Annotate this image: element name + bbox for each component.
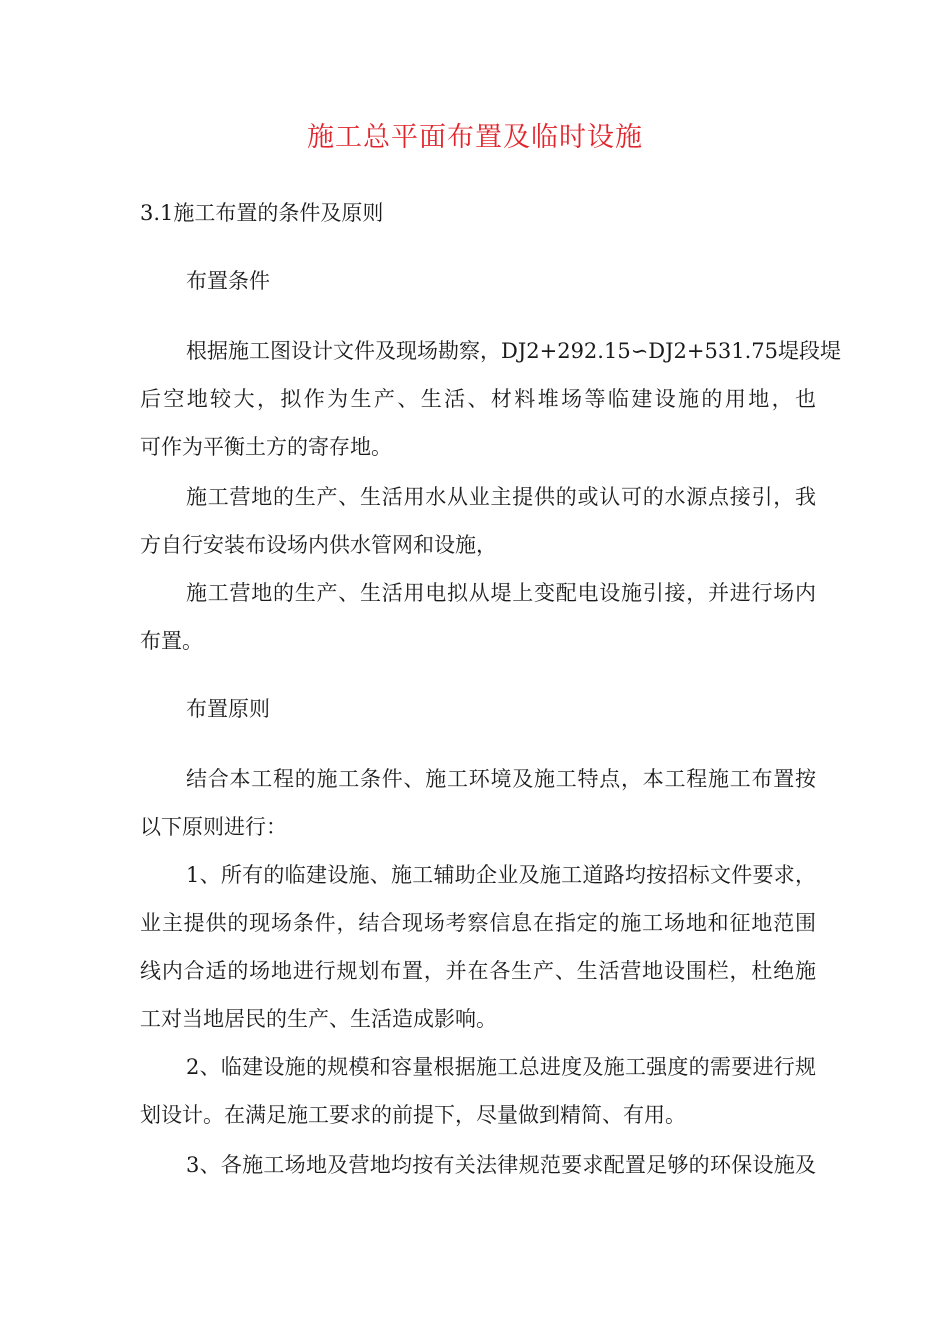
paragraph-line: 结合本工程的施工条件、施工环境及施工特点，本工程施工布置按 [186, 767, 816, 791]
paragraph-line: 2、临建设施的规模和容量根据施工总进度及施工强度的需要进行规 [186, 1055, 816, 1079]
paragraph-line: 1、所有的临建设施、施工辅助企业及施工道路均按招标文件要求， [186, 863, 816, 887]
paragraph-line: 以下原则进行： [140, 815, 287, 839]
section-heading: 3.1施工布置的条件及原则 [140, 201, 384, 225]
paragraph-line: 3、各施工场地及营地均按有关法律规范要求配置足够的环保设施及 [186, 1153, 816, 1177]
page-title: 施工总平面布置及临时设施 [307, 122, 643, 153]
paragraph-line: 可作为平衡土方的寄存地。 [140, 435, 392, 459]
subheading-principles: 布置原则 [186, 697, 270, 721]
paragraph-line: 工对当地居民的生产、生活造成影响。 [140, 1007, 497, 1031]
paragraph-line: 业主提供的现场条件，结合现场考察信息在指定的施工场地和征地范围 [140, 911, 816, 935]
paragraph-line: 施工营地的生产、生活用水从业主提供的或认可的水源点接引，我 [186, 485, 816, 509]
paragraph-line: 根据施工图设计文件及现场勘察，DJ2+292.15∽DJ2+531.75堤段堤 [186, 339, 841, 363]
subheading-conditions: 布置条件 [186, 269, 270, 293]
paragraph-line: 后空地较大，拟作为生产、生活、材料堆场等临建设施的用地，也 [140, 387, 816, 411]
paragraph-line: 划设计。在满足施工要求的前提下，尽量做到精简、有用。 [140, 1103, 686, 1127]
paragraph-line: 施工营地的生产、生活用电拟从堤上变配电设施引接，并进行场内 [186, 581, 816, 605]
paragraph-line: 线内合适的场地进行规划布置，并在各生产、生活营地设围栏，杜绝施 [140, 959, 816, 983]
paragraph-line: 方自行安装布设场内供水管网和设施， [140, 533, 497, 557]
paragraph-line: 布置。 [140, 629, 203, 653]
